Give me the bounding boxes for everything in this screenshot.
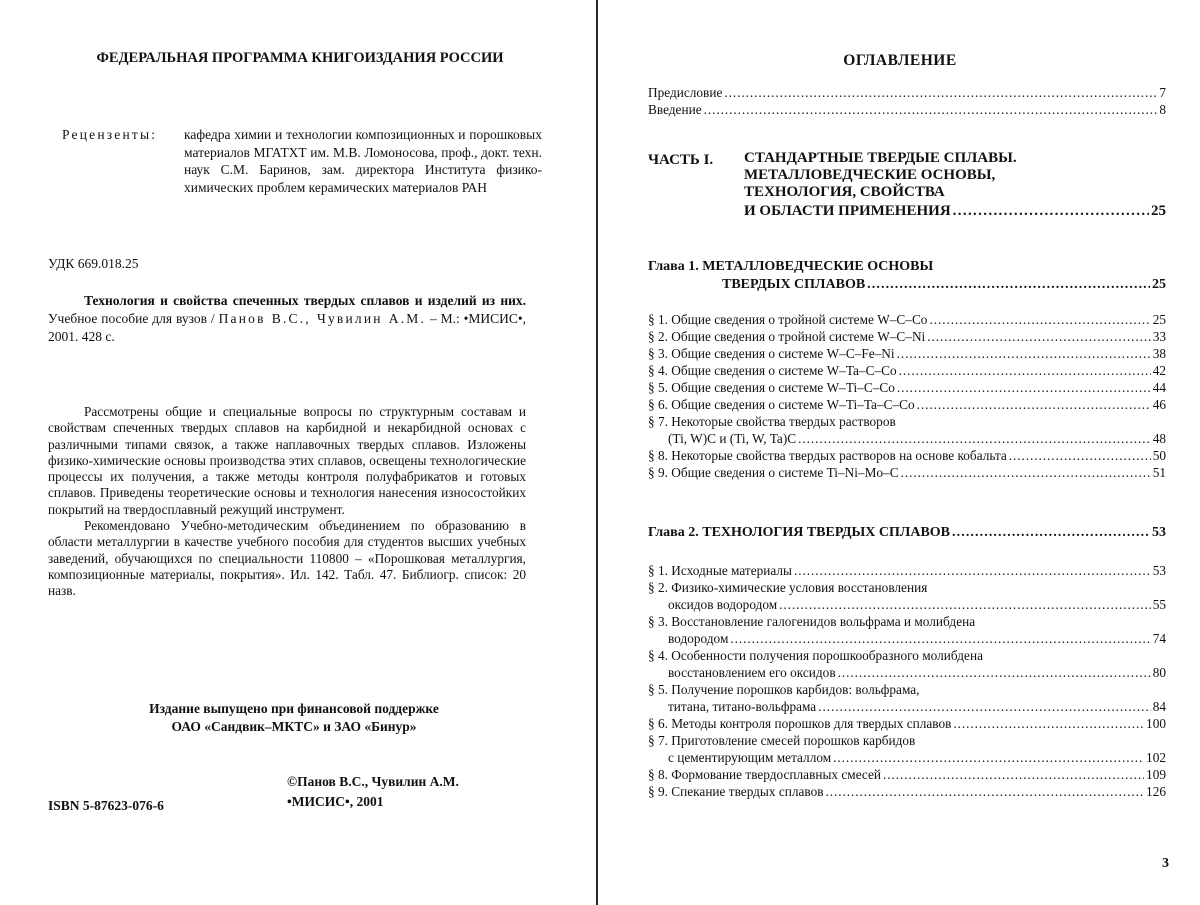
toc-chapter-1-sections: [648, 311, 1166, 481]
toc-entry[interactable]: § 9. Спекание твердых сплавов . . . 126: [648, 783, 1166, 800]
copyright: [287, 772, 459, 812]
copyright-line: •МИСИС•, 2001: [287, 794, 384, 809]
program-header: ФЕДЕРАЛЬНАЯ ПРОГРАММА КНИГОИЗДАНИЯ РОССИИ: [96, 50, 504, 66]
support-line: ОАО «Сандвик–МКТС» и ЗАО «Бинур»: [171, 719, 417, 734]
book-title: Технология и свойства спеченных твердых сплавов и изделий из них.: [84, 293, 526, 308]
toc-entry[interactable]: § 9. Общие сведения о системе Ti–Ni–Mo–C . . . 51: [648, 464, 1166, 481]
toc-entry[interactable]: § 1. Исходные материалы . . . 53: [648, 562, 1166, 579]
toc-chapter-1[interactable]: Глава 1. МЕТАЛЛОВЕДЧЕСКИЕ ОСНОВЫ ТВЕРДЫХ СПЛАВОВ . . . 25: [648, 258, 1166, 294]
toc-chapter-2[interactable]: Глава 2. ТЕХНОЛОГИЯ ТВЕРДЫХ СПЛАВОВ . . . 53: [648, 524, 1166, 542]
support-note: [48, 700, 540, 736]
part-label: ЧАСТЬ I.: [648, 152, 714, 168]
toc-entry[interactable]: § 8. Некоторые свойства твердых растворов на основе кобальта . . . 50: [648, 447, 1166, 464]
support-line: Издание выпущено при финансовой поддержке: [149, 701, 439, 716]
abstract-paragraph: Рассмотрены общие и специальные вопросы по структурным составам и свойствам спеченных твердых сплавов на карбидной и некарбидной основах с различными типами связок, а также наплавочных твердых сплавов. Изложены физико-химические основы производства этих сплавов, освещены технологические процессы их получения, а также методы контроля полуфабрикатов и готовых сплавов. Приведены теоретические основы и технология нанесения износостойких покрытий на твердосплавный режущий инструмент.: [48, 404, 526, 517]
page-number: 3: [1162, 856, 1169, 871]
abstract-paragraph: Рекомендовано Учебно-методическим объединением по образованию в области металлургии в качестве учебного пособия для студентов высших учебных заведений, обучающихся по специальности 110800 – «Порошковая металлургия, композиционные материалы, покрытия». Ил. 142. Табл. 47. Библиогр. список: 20 назв.: [48, 518, 526, 599]
toc-entry[interactable]: § 3. Общие сведения о системе W–C–Fe–Ni . . . 38: [648, 345, 1166, 362]
toc-entry[interactable]: § 2. Общие сведения о тройной системе W–C–Ni . . . 33: [648, 328, 1166, 345]
copyright-line: ©Панов В.С., Чувилин А.М.: [287, 774, 459, 789]
biblio-text-1: Учебное пособие для вузов /: [48, 311, 219, 326]
toc-entry[interactable]: § 5. Получение порошков карбидов: вольфрама, титана, титано-вольфрама . . . 84: [648, 681, 1166, 715]
toc-front-matter: [648, 84, 1166, 118]
left-page: [0, 0, 597, 905]
toc-entry[interactable]: § 7. Некоторые свойства твердых растворов (Ti, W)C и (Ti, W, Ta)C . . . 48: [648, 413, 1166, 447]
toc-entry[interactable]: § 1. Общие сведения о тройной системе W–C–Co . . . 25: [648, 311, 1166, 328]
toc-entry[interactable]: § 3. Восстановление галогенидов вольфрама и молибдена водородом . . . 74: [648, 613, 1166, 647]
toc-entry[interactable]: § 4. Особенности получения порошкообразного молибдена восстановлением его оксидов . . . 80: [648, 647, 1166, 681]
udk-code: УДК 669.018.25: [48, 256, 139, 271]
toc-entry-intro[interactable]: Введение . . . 8: [648, 101, 1166, 118]
toc-entry[interactable]: § 8. Формование твердосплавных смесей . . . 109: [648, 766, 1166, 783]
isbn: ISBN 5-87623-076-6: [48, 798, 164, 813]
toc-part-1[interactable]: ЧАСТЬ I. СТАНДАРТНЫЕ ТВЕРДЫЕ СПЛАВЫ. МЕТАЛЛОВЕДЧЕСКИЕ ОСНОВЫ, ТЕХНОЛОГИЯ, СВОЙСТВА И ОБЛАСТИ ПРИМЕНЕНИЯ . . . 25: [648, 150, 1166, 221]
biblio-authors: Панов В.С., Чувилин А.М.: [218, 311, 427, 326]
reviewers-label: Рецензенты:: [62, 127, 158, 142]
reviewers-text: кафедра химии и технологии композиционных и порошковых материалов МГАТХТ им. М.В. Ломоносова, проф., докт. техн. наук С.М. Баринов, зам. директора Института физико-химических проблем керамических материалов РАН: [184, 127, 542, 195]
right-page: [600, 0, 1200, 905]
abstract: [48, 404, 526, 600]
toc-title: ОГЛАВЛЕНИЕ: [843, 52, 957, 69]
toc-entry[interactable]: § 5. Общие сведения о системе W–Ti–C–Co . . . 44: [648, 379, 1166, 396]
toc-chapter-2-sections: [648, 562, 1166, 800]
page-divider: [596, 0, 598, 905]
biblio-text-2: – М.: •МИСИС•, 2001. 428 с.: [48, 311, 526, 344]
bibliographic-record: [48, 292, 526, 346]
toc-entry[interactable]: § 6. Общие сведения о системе W–Ti–Ta–C–Co . . . 46: [648, 396, 1166, 413]
toc-entry-preface[interactable]: Предисловие . . . 7: [648, 84, 1166, 101]
toc-entry[interactable]: § 2. Физико-химические условия восстановления оксидов водородом . . . 55: [648, 579, 1166, 613]
toc-entry[interactable]: § 4. Общие сведения о системе W–Ta–C–Co . . . 42: [648, 362, 1166, 379]
reviewers-block: [62, 126, 542, 196]
toc-entry[interactable]: § 6. Методы контроля порошков для твердых сплавов . . . 100: [648, 715, 1166, 732]
toc-entry[interactable]: § 7. Приготовление смесей порошков карбидов с цементирующим металлом . . . 102: [648, 732, 1166, 766]
